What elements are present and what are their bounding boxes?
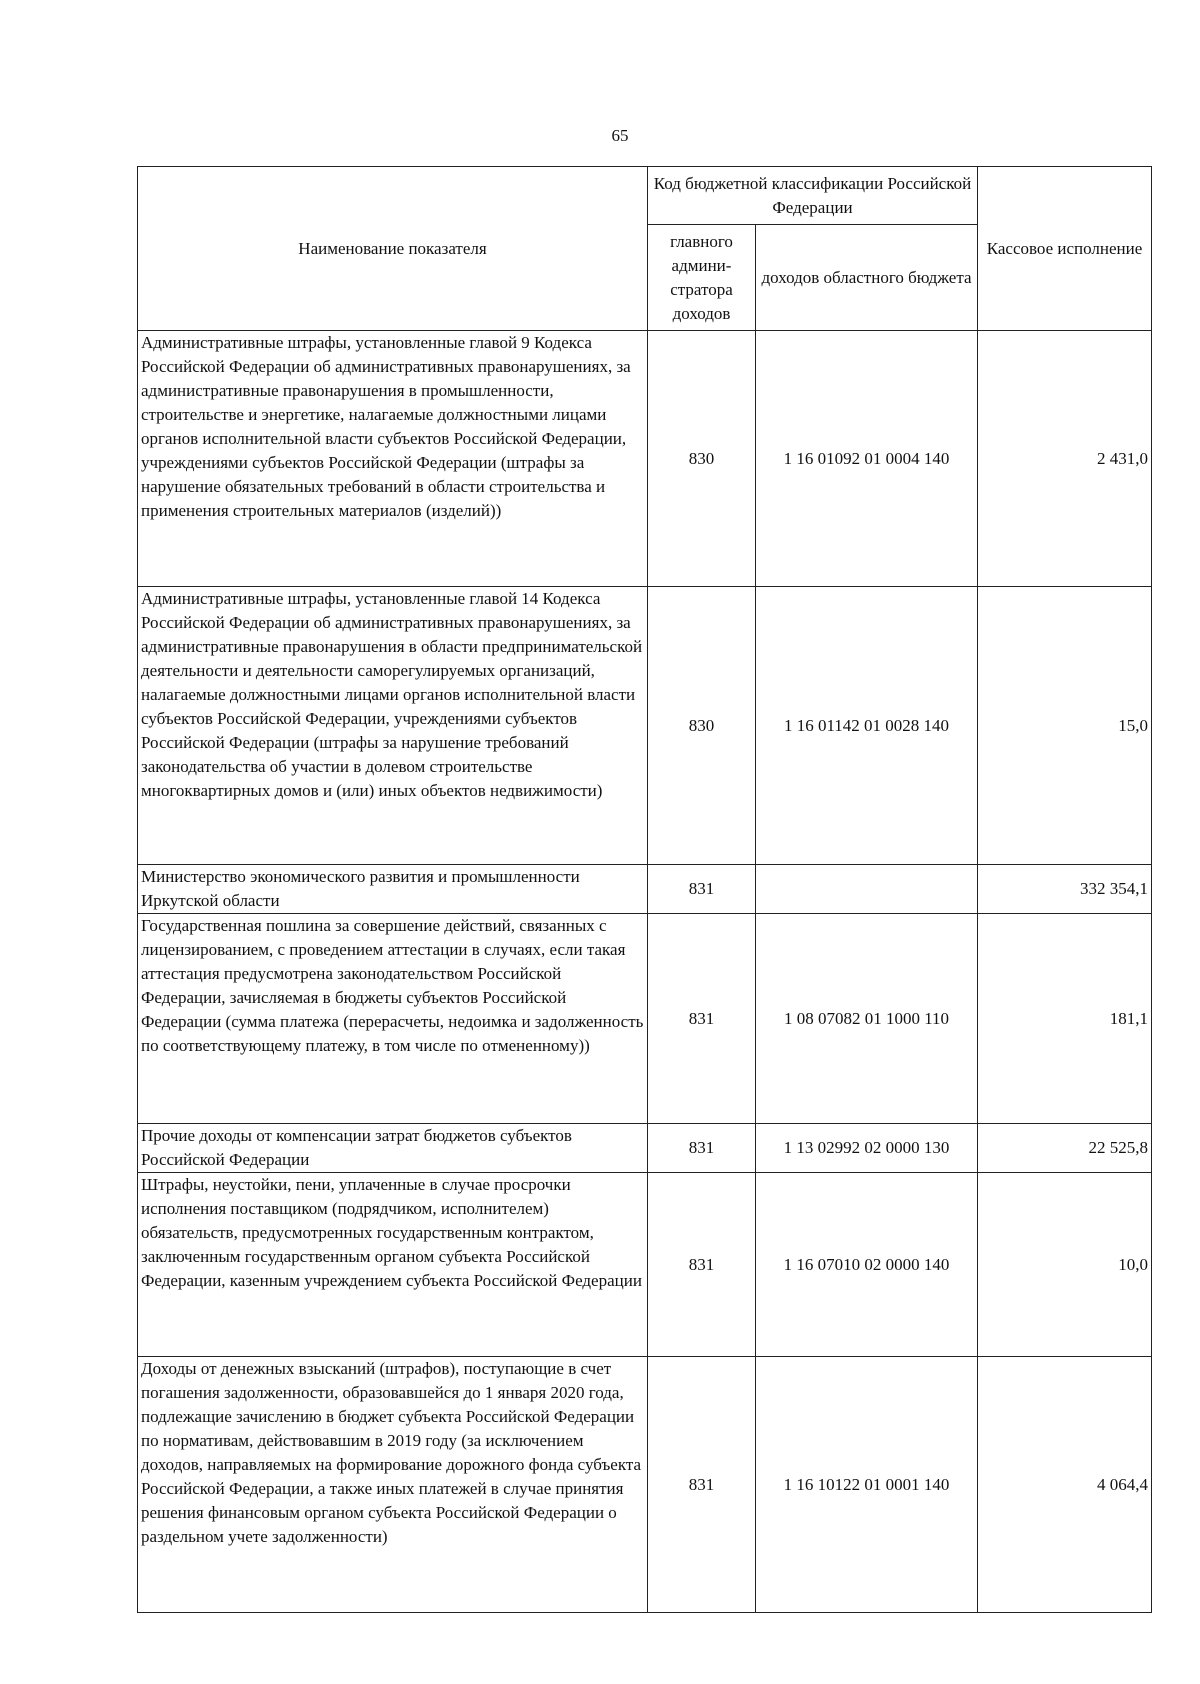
table-row [138, 331, 1152, 587]
row-name: Административные штрафы, установленные главой 9 Кодекса Российской Федерации об административных правонарушениях, за административные правонарушения в промышленности, строительстве и энергетике, налагаемые должностными лицами органов исполнительной власти субъектов Российской Федерации, учреждениями субъектов Российской Федерации (штрафы за нарушение обязательных требований в области строительства и применения строительных материалов (изделий)) [138, 331, 648, 587]
header-admin: главного админи-стратора доходов [648, 225, 756, 331]
row-income-code: 1 13 02992 02 0000 130 [756, 1124, 978, 1173]
row-name: Штрафы, неустойки, пени, уплаченные в случае просрочки исполнения поставщиком (подрядчиком, исполнителем) обязательств, предусмотренных государственным контрактом, заключенным государственным органом субъекта Российской Федерации, казенным учреждением субъекта Российской Федерации [138, 1173, 648, 1357]
row-income-code: 1 16 07010 02 0000 140 [756, 1173, 978, 1357]
table-row [138, 1173, 1152, 1357]
row-amount: 181,1 [978, 914, 1152, 1124]
budget-revenue-table [137, 166, 1152, 1613]
row-admin-code: 830 [648, 587, 756, 865]
row-amount: 22 525,8 [978, 1124, 1152, 1173]
row-name: Доходы от денежных взысканий (штрафов), поступающие в счет погашения задолженности, образовавшейся до 1 января 2020 года, подлежащие зачислению в бюджет субъекта Российской Федерации по нормативам, действовавшим в 2019 году (за исключением доходов, направляемых на формирование дорожного фонда субъекта Российской Федерации, а также иных платежей в случае принятия решения финансовым органом субъекта Российской Федерации о раздельном учете задолженности) [138, 1357, 648, 1613]
table-row [138, 914, 1152, 1124]
row-income-code: 1 16 01142 01 0028 140 [756, 587, 978, 865]
row-admin-code: 831 [648, 865, 756, 914]
header-kbk-group: Код бюджетной классификации Российской Федерации [648, 167, 978, 225]
row-name: Прочие доходы от компенсации затрат бюджетов субъектов Российской Федерации [138, 1124, 648, 1173]
row-admin-code: 831 [648, 1173, 756, 1357]
row-income-code [756, 865, 978, 914]
row-amount: 2 431,0 [978, 331, 1152, 587]
header-execution: Кассовое исполнение [978, 167, 1152, 331]
row-income-code: 1 08 07082 01 1000 110 [756, 914, 978, 1124]
row-name: Административные штрафы, установленные главой 14 Кодекса Российской Федерации об административных правонарушениях, за административные правонарушения в области предпринимательской деятельности и деятельности саморегулируемых организаций, налагаемые должностными лицами органов исполнительной власти субъектов Российской Федерации, учреждениями субъектов Российской Федерации (штрафы за нарушение требований законодательства об участии в долевом строительстве многоквартирных домов и (или) иных объектов недвижимости) [138, 587, 648, 865]
row-name: Министерство экономического развития и промышленности Иркутской области [138, 865, 648, 914]
row-admin-code: 831 [648, 1124, 756, 1173]
table-row [138, 1357, 1152, 1613]
row-admin-code: 831 [648, 914, 756, 1124]
row-name: Государственная пошлина за совершение действий, связанных с лицензированием, с проведением аттестации в случаях, если такая аттестация предусмотрена законодательством Российской Федерации, зачисляемая в бюджеты субъектов Российской Федерации (сумма платежа (перерасчеты, недоимка и задолженность по соответствующему платежу, в том числе по отмененному)) [138, 914, 648, 1124]
header-income: доходов областного бюджета [756, 225, 978, 331]
page-number: 65 [611, 126, 629, 145]
row-income-code: 1 16 10122 01 0001 140 [756, 1357, 978, 1613]
table-row [138, 587, 1152, 865]
header-name: Наименование показателя [138, 167, 648, 331]
row-amount: 332 354,1 [978, 865, 1152, 914]
row-admin-code: 831 [648, 1357, 756, 1613]
row-amount: 10,0 [978, 1173, 1152, 1357]
table-row [138, 865, 1152, 914]
row-income-code: 1 16 01092 01 0004 140 [756, 331, 978, 587]
table-row [138, 1124, 1152, 1173]
row-amount: 4 064,4 [978, 1357, 1152, 1613]
row-admin-code: 830 [648, 331, 756, 587]
row-amount: 15,0 [978, 587, 1152, 865]
